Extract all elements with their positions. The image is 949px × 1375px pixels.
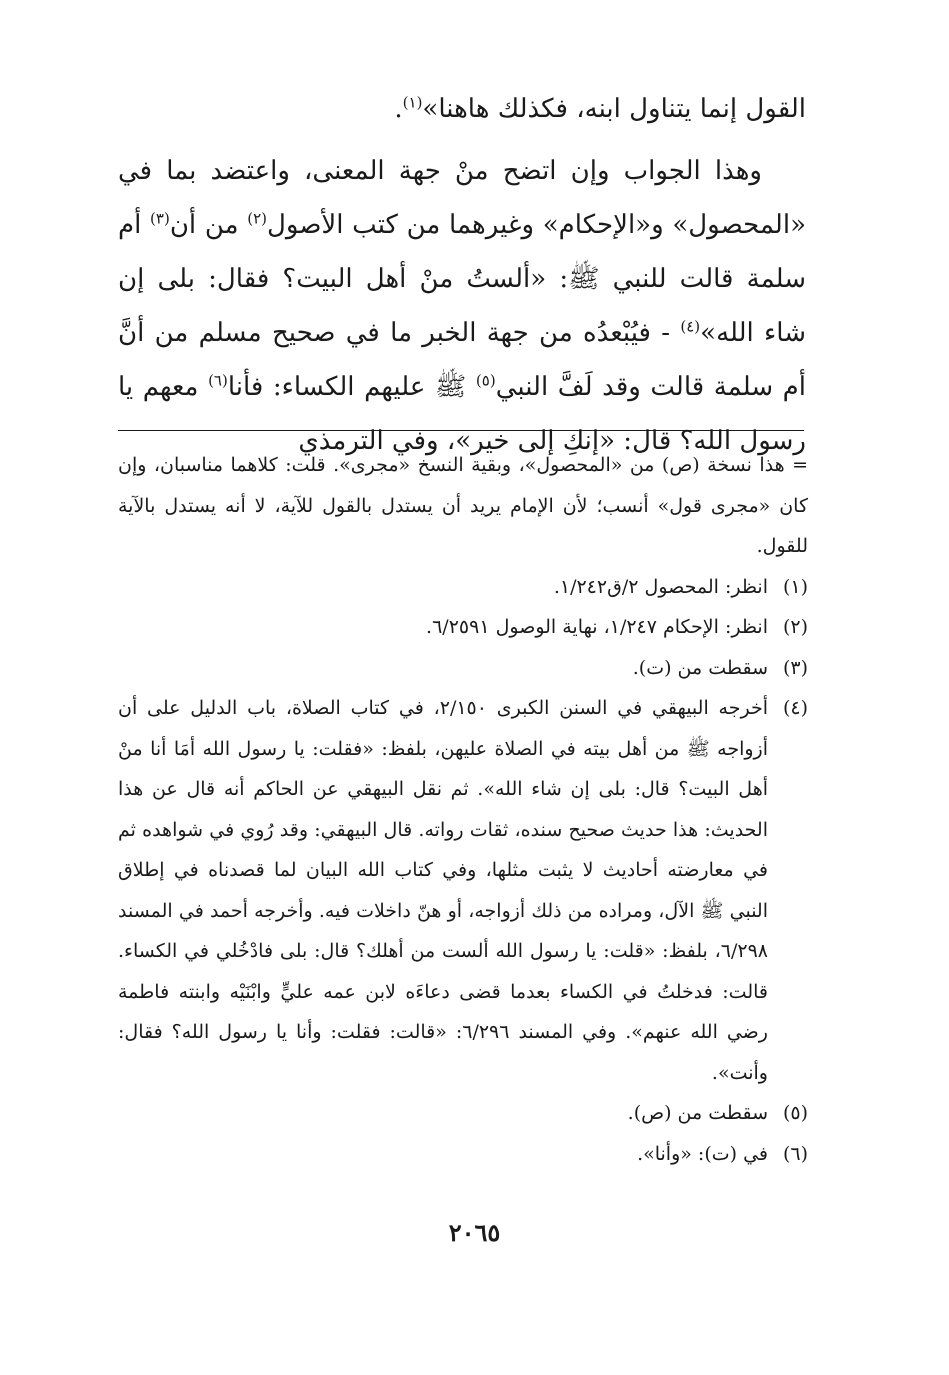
footnote-ref-3[interactable]: (٣) <box>150 209 170 228</box>
footnote-text: انظر: المحصول ٢/ق١/٢٤٢. <box>553 575 768 598</box>
page-number: ٢٠٦٥ <box>448 1218 501 1247</box>
footnote-number: (٥) <box>782 1102 808 1124</box>
main-first-line: القول إنما يتناول ابنه، فكذلك هاهنا»$^{(١)}$. <box>394 93 806 124</box>
footnote-text: في (ت): «وأنا». <box>637 1142 768 1165</box>
footnote-ref-5[interactable]: (٥) <box>475 371 496 390</box>
footnote-ref-6[interactable]: (٦) <box>208 371 228 390</box>
footnote-ref-1[interactable]: (١) <box>402 93 423 112</box>
footnote-number: (٢) <box>782 616 808 638</box>
footnote-text: سقطت من (ص). <box>627 1102 768 1124</box>
footnote-continuation: = هذا نسخة (ص) من «المحصول»، وبقية النسخ «مجرى». قلت: كلاهما مناسبان، وإن كان «مجرى قول» أنسب؛ لأن الإمام يريد أن يستدل بالقول للآية، لا أنه يستدل بالآية للقول. <box>118 454 808 557</box>
footnote-item-4 <box>118 688 808 1093</box>
footnote-separator <box>118 430 804 431</box>
footnote-number: (٦) <box>782 1142 808 1165</box>
main-text-block <box>118 82 806 468</box>
footnote-ref-4[interactable]: (٤) <box>680 317 701 336</box>
footnote-ref-2[interactable]: (٢) <box>247 209 268 228</box>
footnote-number: (٣) <box>782 656 808 679</box>
footnote-item-2 <box>118 607 808 648</box>
footnote-item-6 <box>118 1134 808 1175</box>
footnote-text: أخرجه البيهقي في السنن الكبرى ٢/١٥٠، في كتاب الصلاة، باب الدليل على أن أزواجه ﷺ من أهل بيته في الصلاة عليهن، بلفظ: «فقلت: يا رسول الله أمَا أنا منْ أهل البيت؟ قال: بلى إن شاء الله». ثم نقل البيهقي عن الحاكم أنه قال عن هذا الحديث: هذا حديث صحيح سنده، ثقات رواته. قال البيهقي: وقد رُوي في شواهده ثم في معارضته أحاديث لا يثبت مثلها، وفي كتاب الله البيان لما قصدناه في إطلاق النبي ﷺ الآل، ومراده من ذلك أزواجه، أو هنّ داخلات فيه. وأخرجه أحمد في المسند ٦/٢٩٨، بلفظ: «قلت: يا رسول الله ألست من أهلك؟ قال: بلى فادْخُلي في الكساء. قالت: فدخلتُ في الكساء بعدما قضى دعاءَه لابن عمه عليٍّ وابْنَيْه وابنته فاطمة رضي الله عنهم». وفي المسند ٦/٢٩٦: «قالت: فقلت: وأنا يا رسول الله؟ فقال: وأنت». <box>118 697 768 1084</box>
footnote-number: (٤) <box>782 697 808 719</box>
footnote-number: (١) <box>782 575 808 598</box>
main-paragraph: وهذا الجواب وإن اتضح منْ جهة المعنى، واعتضد بما في «المحصول» و«الإحكام» وغيرهما من كتب الأصول$^{(٢)}$ من أن$^{(٣)}$ أم سلمة قالت للنبي ﷺ: «ألستُ منْ أهل البيت؟ فقال: بلى إن شاء الله»$^{(٤)}$ - فيُبْعدُه من جهة الخبر ما في صحيح مسلم من أنَّ أم سلمة قالت وقد لَفَّ النبي$^{(٥)}$ ﷺ عليهم الكساء: فأنا$^{(٦)}$ معهم يا رسول الله؟ قال: «إنكِ إلى خير»، وفي الترمذي <box>118 156 806 456</box>
footnotes-block <box>118 445 808 1174</box>
footnote-item-5 <box>118 1093 808 1134</box>
footnote-item-1 <box>118 567 808 608</box>
footnote-text: سقطت من (ت). <box>632 656 768 679</box>
footnote-text: انظر: الإحكام ١/٢٤٧، نهاية الوصول ٦/٢٥٩١. <box>426 616 768 638</box>
footnote-item-3 <box>118 648 808 689</box>
